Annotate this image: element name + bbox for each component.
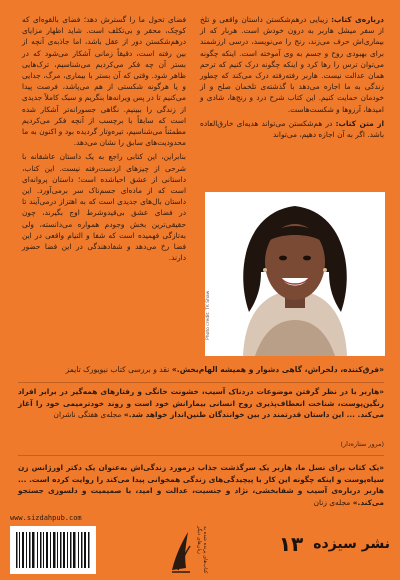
barcode (10, 526, 96, 574)
review-1-source: مجله‌ی هفتگی ناشران (53, 410, 122, 420)
about-paragraph (200, 14, 384, 115)
publishers-weekly-review (18, 386, 384, 421)
nyt-quote-source: نقد و بررسی کتاب نیویورک تایمز (65, 365, 170, 374)
publisher-url: www.sizdahpub.com (10, 514, 82, 522)
nyt-quote-text: «فرق‌کننده، دلخراش، گاهی دشوار و همیشه الهام‌بخش.» (171, 365, 384, 374)
excerpt-paragraph-1: فضای تحول ما را گسترش دهد؛ فضای بالقوه‌ای که کوچک، محقر و بی‌تکلف است. شاید اظهار مزایای درهم‌شکستن دور از عقل باشد، اما جاذبه‌ی آنچه از بین رفته است، دقیقاً زمانی آشکار می‌شود که در بستر آن چه فکر می‌کردیم می‌شناسیم، ترک‌هایی ظاهر شود. وقتی که آن بستر با بیماری، مرگ، جدایی و یا هرگونه شکستی از هم می‌پاشد، فرصت پیدا می‌کنیم تا در پس ویرانه‌ها بنگریم و سبک کاملاً جدیدی از زندگی را ببینیم. نگاهی جسورانه‌تر آشکار شده است که سابقاً با برچسب از آنچه فکر می‌کردیم مطمئناً می‌شناسیم، تیره‌وتار گردیده بود و اکنون به ما محدودیت‌های سابق را نشان می‌دهد. (22, 15, 186, 148)
publisher-brand (240, 532, 390, 556)
barcode-graphic (10, 526, 96, 574)
excerpt-heading: از متن کتاب: (335, 118, 384, 128)
review-1-text: «هاربر با در نظر گرفتن موضوعات دردناک آسیب، خشونت خانگی و رفتارهای همه‌گیر در برابر افراد رنگین‌پوست، شناخت انعطاف‌پذیری روح انسانی بیمارانش خود است و روند خودترمیمی خود را آغاز می‌کند. ... این داستان قدرتمند در بین خوانندگان طنین‌انداز خواهد شد.» (18, 387, 384, 420)
about-text: زیبایی درهم‌شکستن داستان واقعی و تلخ از سفر میشل هاربر به درون خودش است. هربار که از بیماری‌اش حرف می‌زند، رنج را می‌نویسد، درسی ارزشمند برای بهبودی روح و جسم به وی آموخته است. اینکه چگونه می‌توان ترس را رها کرد و اینکه چگونه درک کنیم که ترحم همان عدالت نیست. هاربر رفته‌رفته درک می‌کند که چطور زندگی به ما اجازه می‌دهد با گذشته‌ی تلخمان صلح و از خودمان حمایت کنیم. این کتاب شرح درد و رنج‌ها، شادی و امیدها، آرزوها و شکست‌هاست. (200, 15, 384, 114)
author-portrait-illustration (205, 192, 385, 356)
nyt-quote (18, 364, 384, 376)
publisher-name: نشر سیزده (313, 536, 390, 552)
author-photo (205, 192, 385, 356)
back-cover-footer (0, 508, 400, 580)
photo-credit: Photo credit: TK Shaw (206, 290, 211, 340)
womens-magazine-review (18, 462, 384, 508)
publisher-mark: ۱۳ (278, 532, 304, 556)
starred-review-note: (مرور ستاره‌دار) (340, 440, 384, 448)
excerpt-continued-column (22, 14, 186, 266)
excerpt-paragraph-2: بنابراین، این کتابی راجع به یک داستان عاشقانه با شرحی از چیزهای ازدست‌رفته نیست. این کتاب، داستانی از عشق احیاشده است؛ داستان پروانه‌ای است که از ماده‌ای جسم‌ناک سر برمی‌آورد. این داستان بال‌های جدیدی است که به اهتزاز درمی‌آیند تا در فضای عشق بی‌قیدوشرط اوج بگیرند، چون حقیقی‌ترین بخش وجودم همواره می‌دانسته، ولی به‌تازگی فهمیده است که شفا و التیام واقعی در این فضا رخ می‌دهد و شفادهندگی در این فضا حضور دارند. (22, 152, 186, 263)
review-2-text: «یک کتاب برای نسل ما، هاربر یک سرگذشت جذاب درمورد زندگی‌اش به‌عنوان یک دکتر اورژانس زن سیاه‌پوست و اینکه چگونه این کار با پیچیدگی‌های زندگی همخوانی پیدا می‌کند را روایت کرده است. ... هاربر درباره‌ی آسیب و شفابخشی، نژاد و جنسیت، عدالت و امید، با صمیمیت و دلسوزی جستجو می‌کند.» (18, 463, 384, 507)
excerpt-paragraph (200, 118, 384, 140)
about-column (200, 14, 384, 143)
divider (18, 455, 384, 456)
logo-caption: کتاب‌های پرنده شده به زبان‌های دیگر (196, 526, 208, 574)
excerpt-text: در هم‌شکستن می‌تواند هدیه‌ای خارق‌العاده باشد. اگر به آن اجازه دهیم، می‌تواند (200, 118, 384, 140)
about-heading: درباره‌ی کتاب: (331, 15, 384, 24)
review-2-source: مجله‌ی زنان (313, 497, 351, 507)
divider (18, 382, 384, 383)
